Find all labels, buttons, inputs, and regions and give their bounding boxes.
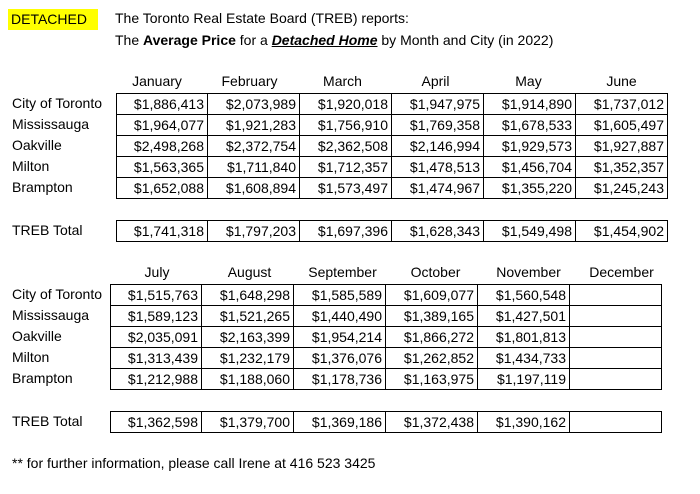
month-header: February xyxy=(221,73,278,89)
city-labels-h2 xyxy=(12,284,102,389)
price-cell: $1,801,813 xyxy=(478,327,570,348)
price-cell: $1,474,967 xyxy=(392,178,484,199)
price-cell xyxy=(570,285,662,306)
price-cell: $1,352,357 xyxy=(576,157,668,178)
price-cell: $1,927,887 xyxy=(576,136,668,157)
price-cell: $1,389,165 xyxy=(386,306,478,327)
total-cell: $1,372,438 xyxy=(386,412,478,433)
price-cell: $1,560,548 xyxy=(478,285,570,306)
contact-note: ** for further information, please call Irene at 416 523 3425 xyxy=(12,455,376,471)
total-cell: $1,741,318 xyxy=(117,221,208,242)
month-header: April xyxy=(421,73,450,89)
price-cell: $1,712,357 xyxy=(300,157,392,178)
report-title: The Toronto Real Estate Board (TREB) reports: xyxy=(115,10,409,26)
price-cell: $1,573,497 xyxy=(300,178,392,199)
city-label: Brampton xyxy=(12,179,73,195)
price-cell xyxy=(570,306,662,327)
price-cell: $1,914,890 xyxy=(484,94,576,115)
price-cell: $1,964,077 xyxy=(117,115,208,136)
treb-total-label-h2: TREB Total xyxy=(12,413,83,429)
price-cell: $1,678,533 xyxy=(484,115,576,136)
price-cell: $1,163,975 xyxy=(386,369,478,390)
price-cell: $1,355,220 xyxy=(484,178,576,199)
price-cell: $1,756,910 xyxy=(300,115,392,136)
price-cell: $2,146,994 xyxy=(392,136,484,157)
month-headers-h2 xyxy=(111,264,668,280)
price-cell: $1,608,894 xyxy=(208,178,300,199)
price-cell: $1,947,975 xyxy=(392,94,484,115)
table-row xyxy=(111,327,662,348)
city-label: Oakville xyxy=(12,137,62,153)
price-cell: $1,197,119 xyxy=(478,369,570,390)
treb-total-table-h1 xyxy=(116,220,668,242)
total-row xyxy=(117,221,668,242)
total-cell: $1,549,498 xyxy=(484,221,576,242)
city-label: City of Toronto xyxy=(12,95,103,111)
month-header: January xyxy=(132,73,182,89)
total-cell xyxy=(570,412,662,433)
price-cell: $1,954,214 xyxy=(294,327,386,348)
total-cell: $1,697,396 xyxy=(300,221,392,242)
detached-tag: DETACHED xyxy=(8,9,98,30)
treb-total-label-h1: TREB Total xyxy=(12,222,83,238)
price-cell: $1,313,439 xyxy=(111,348,202,369)
price-cell: $2,372,754 xyxy=(208,136,300,157)
report-subtitle: The Average Price for a Detached Home by Month and City (in 2022) xyxy=(115,32,554,48)
price-cell: $2,073,989 xyxy=(208,94,300,115)
price-cell: $1,212,988 xyxy=(111,369,202,390)
price-cell: $2,362,508 xyxy=(300,136,392,157)
total-row xyxy=(111,412,662,433)
table-row xyxy=(117,115,668,136)
price-cell: $1,262,852 xyxy=(386,348,478,369)
price-cell: $1,245,243 xyxy=(576,178,668,199)
city-labels-h1 xyxy=(12,93,102,198)
price-cell: $1,585,589 xyxy=(294,285,386,306)
month-header: May xyxy=(515,73,542,89)
price-cell: $1,737,012 xyxy=(576,94,668,115)
price-cell: $1,921,283 xyxy=(208,115,300,136)
price-cell: $1,711,840 xyxy=(208,157,300,178)
price-cell: $1,563,365 xyxy=(117,157,208,178)
total-cell: $1,628,343 xyxy=(392,221,484,242)
table-row xyxy=(117,157,668,178)
price-cell: $1,886,413 xyxy=(117,94,208,115)
table-row xyxy=(117,178,668,199)
city-label: Milton xyxy=(12,349,50,365)
price-cell: $1,178,736 xyxy=(294,369,386,390)
price-cell: $1,648,298 xyxy=(202,285,294,306)
table-row xyxy=(111,348,662,369)
month-header: March xyxy=(323,73,362,89)
table-row xyxy=(117,94,668,115)
total-cell: $1,379,700 xyxy=(202,412,294,433)
price-table-h2 xyxy=(110,284,662,390)
table-row xyxy=(111,285,662,306)
price-cell: $1,515,763 xyxy=(111,285,202,306)
price-cell: $1,478,513 xyxy=(392,157,484,178)
price-cell xyxy=(570,369,662,390)
city-label: Oakville xyxy=(12,328,62,344)
city-label: Brampton xyxy=(12,370,73,386)
city-label: Mississauga xyxy=(12,116,90,132)
city-label: City of Toronto xyxy=(12,286,103,302)
price-cell xyxy=(570,327,662,348)
price-cell: $1,769,358 xyxy=(392,115,484,136)
price-cell: $1,427,501 xyxy=(478,306,570,327)
price-cell: $1,188,060 xyxy=(202,369,294,390)
month-header: July xyxy=(144,264,170,280)
price-cell: $1,589,123 xyxy=(111,306,202,327)
treb-total-table-h2 xyxy=(110,411,662,433)
price-cell: $1,521,265 xyxy=(202,306,294,327)
price-cell: $1,866,272 xyxy=(386,327,478,348)
month-header: October xyxy=(410,264,461,280)
total-cell: $1,390,162 xyxy=(478,412,570,433)
price-cell: $1,232,179 xyxy=(202,348,294,369)
total-cell: $1,797,203 xyxy=(208,221,300,242)
total-cell: $1,362,598 xyxy=(111,412,202,433)
city-label: Mississauga xyxy=(12,307,90,323)
price-cell: $1,609,077 xyxy=(386,285,478,306)
price-cell: $1,376,076 xyxy=(294,348,386,369)
price-cell: $1,652,088 xyxy=(117,178,208,199)
price-cell xyxy=(570,348,662,369)
price-cell: $1,605,497 xyxy=(576,115,668,136)
price-cell: $2,498,268 xyxy=(117,136,208,157)
price-cell: $2,163,399 xyxy=(202,327,294,348)
price-cell: $1,456,704 xyxy=(484,157,576,178)
city-label: Milton xyxy=(12,158,50,174)
month-header: December xyxy=(589,264,654,280)
total-cell: $1,454,902 xyxy=(576,221,668,242)
price-cell: $1,920,018 xyxy=(300,94,392,115)
price-table-h1 xyxy=(116,93,668,199)
month-header: November xyxy=(496,264,561,280)
table-row xyxy=(111,306,662,327)
total-cell: $1,369,186 xyxy=(294,412,386,433)
table-row xyxy=(117,136,668,157)
price-cell: $1,434,733 xyxy=(478,348,570,369)
price-cell: $1,440,490 xyxy=(294,306,386,327)
price-cell: $1,929,573 xyxy=(484,136,576,157)
month-header: June xyxy=(606,73,637,89)
month-headers-h1 xyxy=(111,73,668,89)
table-row xyxy=(111,369,662,390)
month-header: September xyxy=(308,264,377,280)
month-header: August xyxy=(227,264,272,280)
price-cell: $2,035,091 xyxy=(111,327,202,348)
